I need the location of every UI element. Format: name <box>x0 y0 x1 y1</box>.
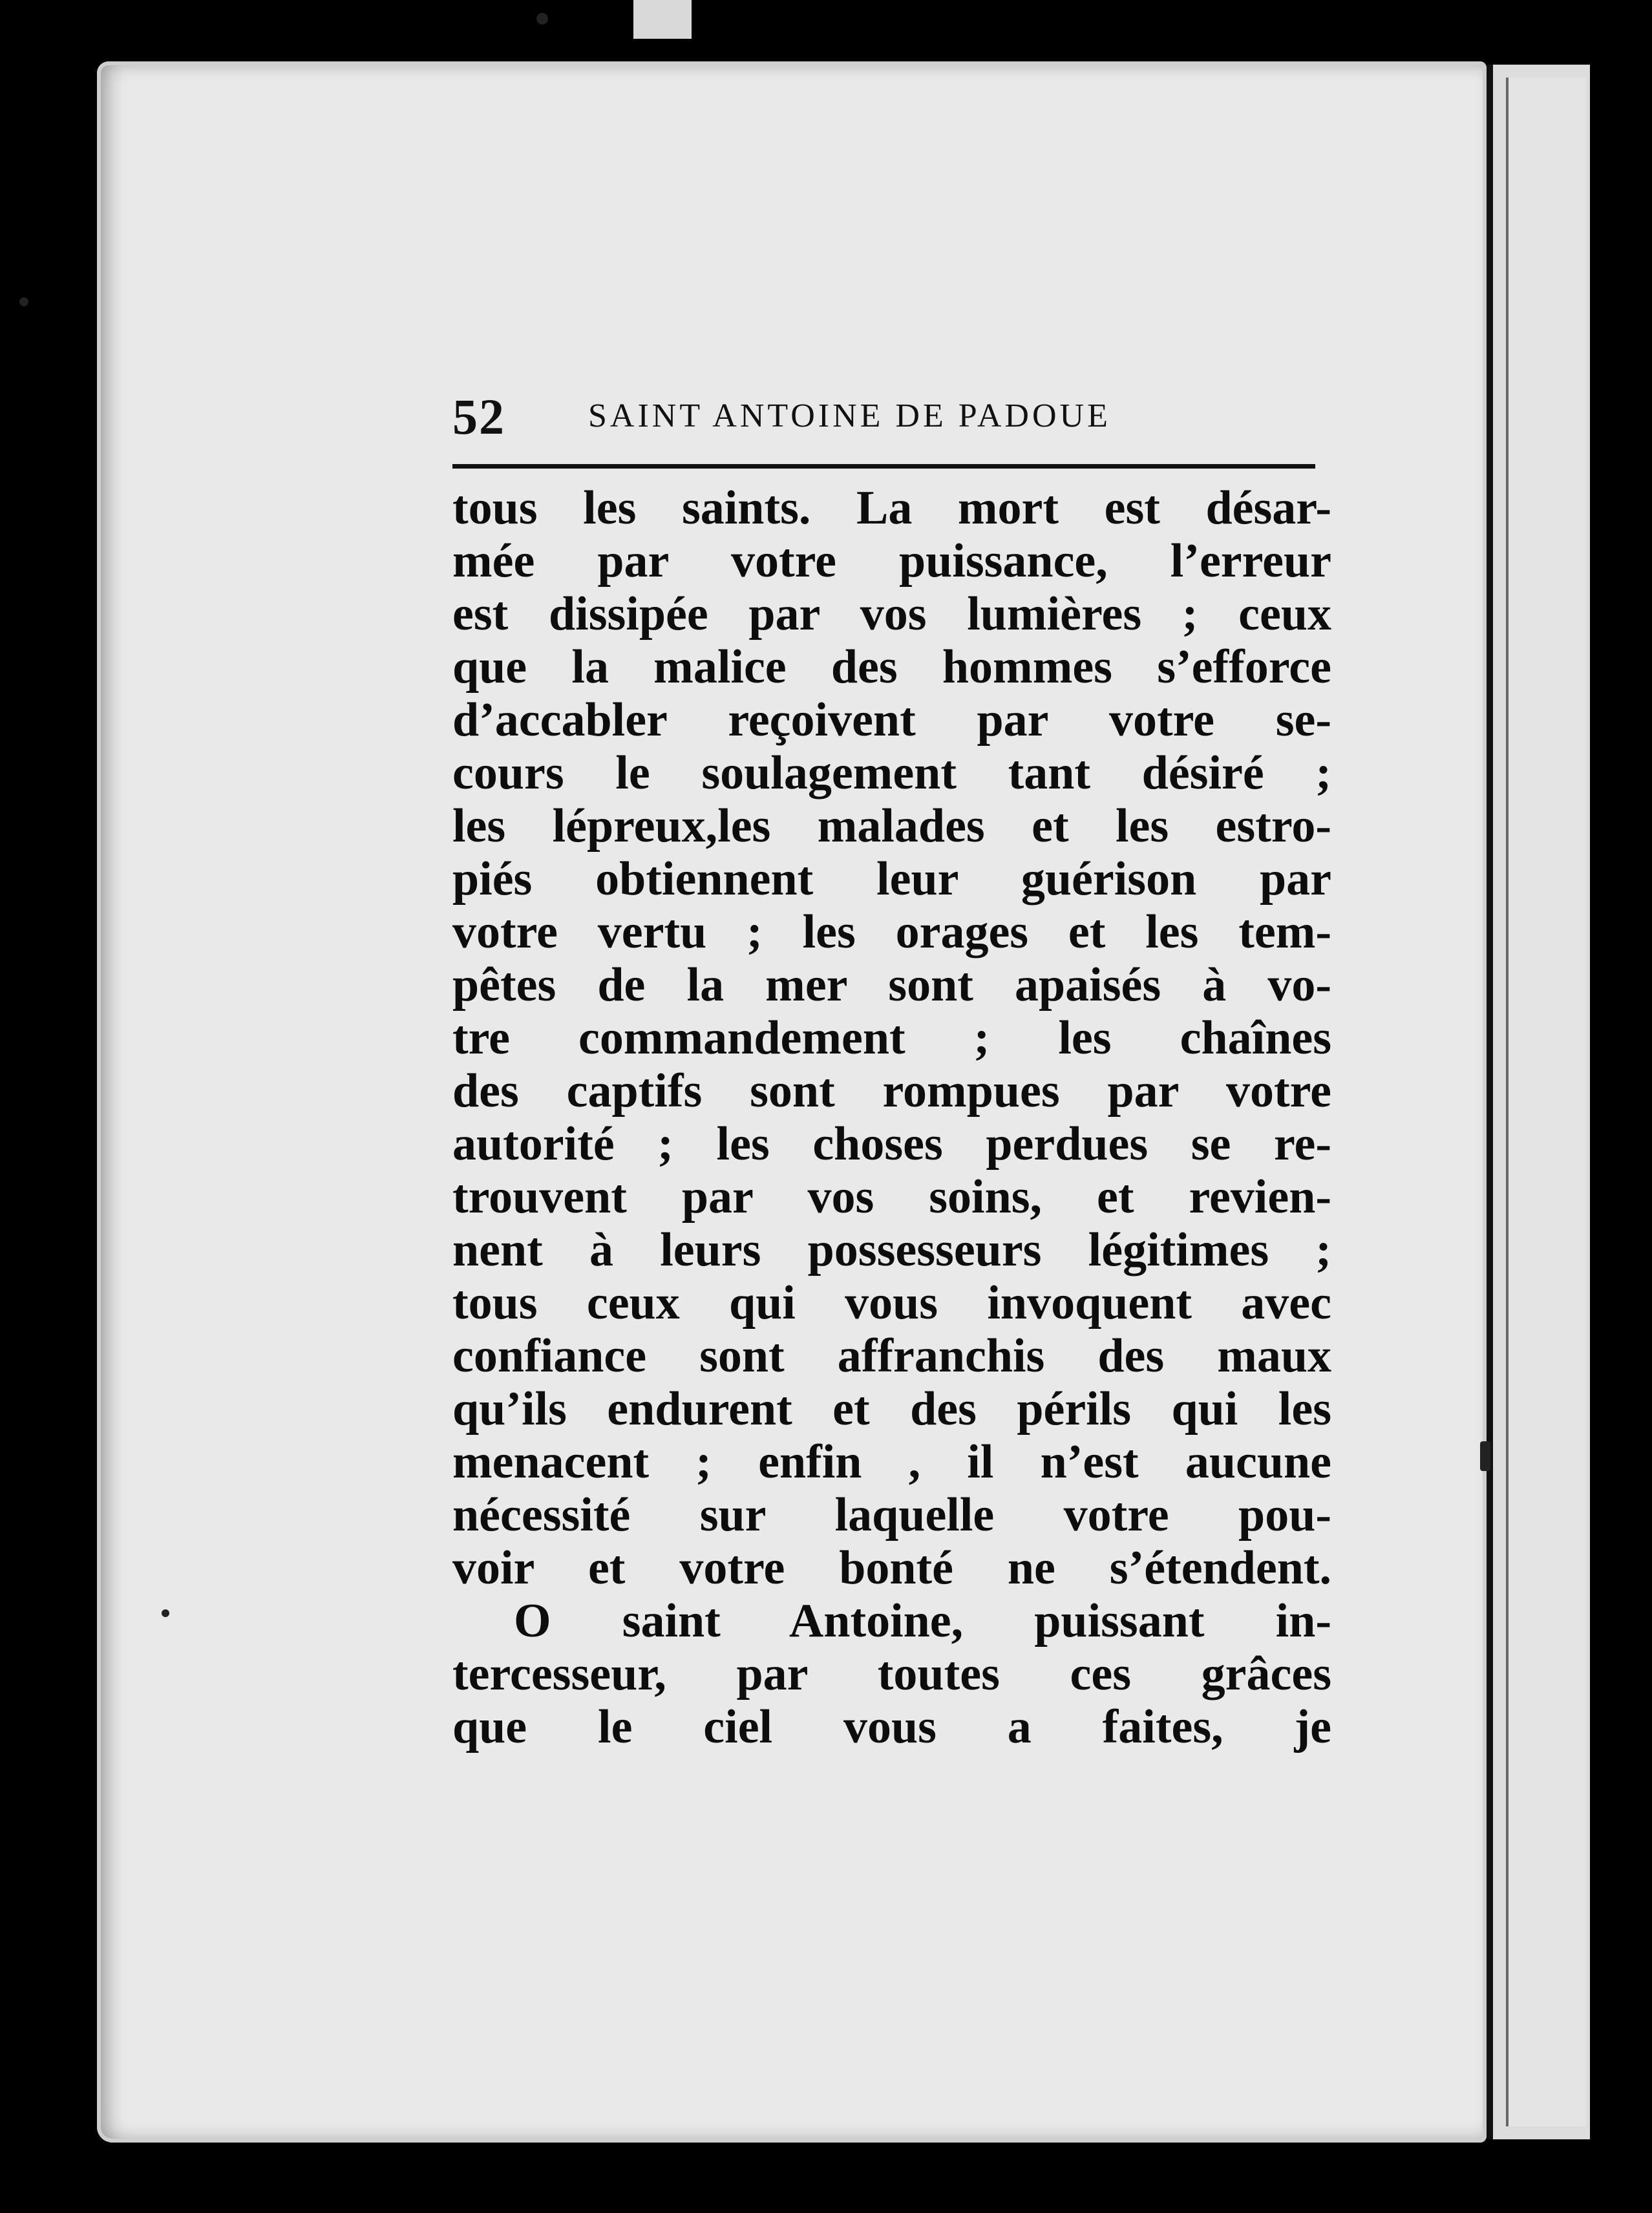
text-line: que le ciel vous a faites, je <box>452 1700 1331 1753</box>
text-line: trouvent par vos soins, et revien- <box>452 1170 1331 1223</box>
text-line: cours le soulagement tant désiré ; <box>452 746 1331 799</box>
scan-speck <box>162 1609 169 1617</box>
text-line: votre vertu ; les orages et les tem- <box>452 905 1331 958</box>
text-line: confiance sont affranchis des maux <box>452 1329 1331 1382</box>
running-title: SAINT ANTOINE DE PADOUE <box>588 397 1111 434</box>
text-line: autorité ; les choses perdues se re- <box>452 1117 1331 1170</box>
page-header <box>452 388 1318 445</box>
scan-speck <box>19 297 28 306</box>
text-line: mée par votre puissance, l’erreur <box>452 535 1331 588</box>
text-line: tre commandement ; les chaînes <box>452 1011 1331 1064</box>
text-line: est dissipée par vos lumières ; ceux <box>452 588 1331 641</box>
scan-speck <box>1480 1441 1490 1471</box>
text-line: voir et votre bonté ne s’étendent. <box>452 1541 1331 1594</box>
text-line: menacent ; enfin , il n’est aucune <box>452 1435 1331 1488</box>
next-page-edge-inner <box>1506 78 1586 2126</box>
text-line: que la malice des hommes s’efforce <box>452 641 1331 694</box>
text-line: qu’ils endurent et des périls qui les <box>452 1382 1331 1435</box>
text-line: pêtes de la mer sont apaisés à vo- <box>452 958 1331 1011</box>
text-line: nent à leurs possesseurs légitimes ; <box>452 1223 1331 1276</box>
text-line: tous ceux qui vous invoquent avec <box>452 1276 1331 1329</box>
text-line: tous les saints. La mort est désar- <box>452 482 1331 535</box>
text-line: piés obtiennent leur guérison par <box>452 852 1331 905</box>
text-line: les lépreux,les malades et les estro- <box>452 799 1331 852</box>
page-number: 52 <box>452 388 505 445</box>
text-line: tercesseur, par toutes ces grâces <box>452 1647 1331 1700</box>
body-text <box>452 482 1331 1753</box>
text-line: nécessité sur laquelle votre pou- <box>452 1488 1331 1541</box>
header-rule <box>452 464 1315 469</box>
scan-speck <box>536 13 548 25</box>
top-scan-artifact <box>633 0 692 39</box>
text-line: des captifs sont rompues par votre <box>452 1064 1331 1117</box>
text-line: O saint Antoine, puissant in- <box>514 1594 1331 1647</box>
text-line: d’accabler reçoivent par votre se- <box>452 694 1331 746</box>
